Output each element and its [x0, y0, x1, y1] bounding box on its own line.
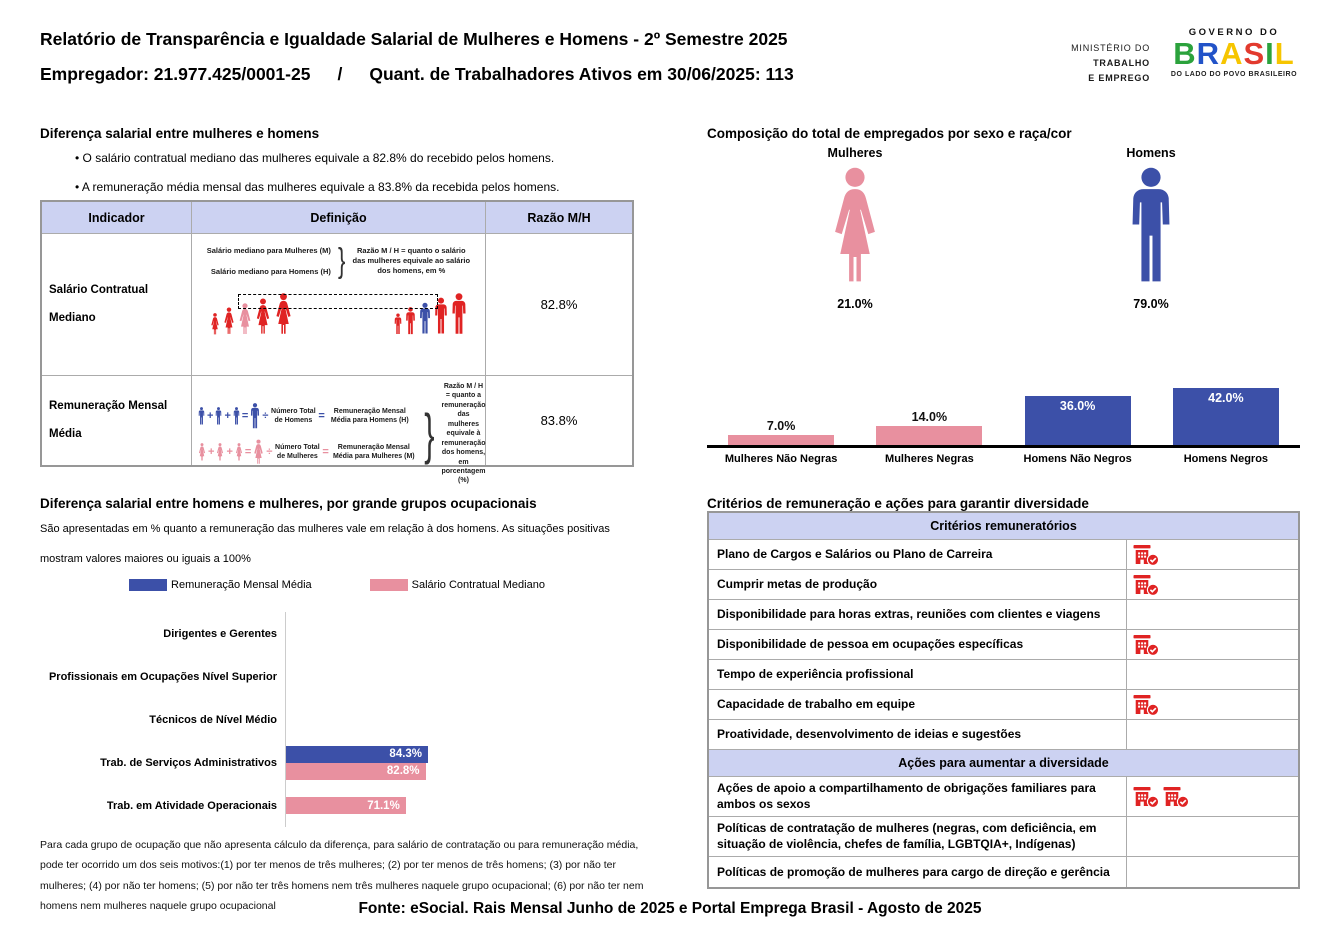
source-footer: Fonte: eSocial. Rais Mensal Junho de 2025 e Portal Emprega Brasil - Agosto de 2025	[358, 900, 982, 917]
man-icon	[250, 403, 260, 429]
occupational-category-label: Trab. de Serviços Administrativos	[100, 756, 277, 769]
comp-bar-group	[1152, 352, 1300, 465]
composition-chart	[707, 352, 1300, 465]
comp-bar-group	[707, 352, 855, 465]
man-icon	[198, 407, 205, 425]
criteria-section-header: Critérios remuneratórios	[709, 513, 1298, 540]
woman-icon	[198, 443, 206, 461]
brasil-letter: A	[1220, 36, 1244, 71]
plus-sign: +	[226, 445, 233, 458]
male-percentage: 79.0%	[1133, 297, 1169, 311]
criteria-label: Disponibilidade para horas extras, reuniões com clientes e viagens	[709, 600, 1127, 629]
comp-bar-label: Homens Negros	[1183, 453, 1269, 465]
comp-bar	[728, 435, 834, 445]
definition-median-salary	[192, 234, 486, 376]
comp-bar-group	[855, 352, 1003, 465]
equals-sign: =	[241, 409, 249, 422]
occupational-row	[40, 741, 634, 784]
criteria-label: Capacidade de trabalho em equipe	[709, 690, 1127, 719]
ratio-median: 82.8%	[486, 234, 632, 376]
divide-sign: ÷	[262, 409, 269, 422]
comp-bar-value: 14.0%	[911, 409, 948, 424]
brace-glyph: }	[337, 242, 346, 280]
legend-swatch-blue	[129, 579, 167, 591]
gov-logo-top-text: GOVERNO DO	[1188, 27, 1280, 38]
building-check-icon	[1133, 786, 1160, 808]
equals-sign: =	[244, 445, 252, 458]
criteria-row	[709, 540, 1298, 570]
occupational-bar	[286, 797, 406, 814]
occupational-row	[40, 655, 634, 698]
criteria-label: Disponibilidade de pessoa em ocupações específicas	[709, 630, 1127, 659]
occupational-bar-value: 71.1%	[367, 799, 400, 812]
report-title: Relatório de Transparência e Igualdade Salarial de Mulheres e Homens - 2º Semestre 2025	[40, 29, 788, 49]
criteria-label: Ações de apoio a compartilhamento de obrigações familiares para ambos os sexos	[709, 777, 1127, 816]
building-check-icon	[1133, 634, 1160, 656]
occupational-bar	[286, 746, 428, 763]
man-icon	[394, 313, 402, 335]
building-check-icon	[1133, 574, 1160, 596]
women-average-formula	[198, 439, 417, 465]
comp-bar-label: Mulheres Negras	[885, 453, 974, 465]
divide-sign: ÷	[266, 445, 273, 458]
comp-bar-label: Mulheres Não Negras	[724, 453, 838, 465]
col-header-ratio: Razão M/H	[486, 202, 632, 234]
equals-sign: =	[318, 409, 325, 422]
criteria-row	[709, 857, 1298, 887]
male-label: Homens	[1126, 146, 1176, 160]
gov-brasil-logo	[1160, 27, 1308, 78]
occupational-footnote: Para cada grupo de ocupação que não apresenta cálculo da diferença, para salário de contratação ou para remuneração média, pode ter ocorrido um dos seis motivos:(1) por ter menos de três mulheres; (2) por ter menos de três homens; (3) por não ter mulheres; (4) por não ter homens; (5) por não ter três homens nem três mulheres naquele grupo ocupacional; (6) por não ter nem homens nem mulheres naquele grupo ocupacional	[40, 839, 644, 913]
occupational-category-label: Trab. em Atividade Operacionais	[106, 799, 277, 812]
ministry-line2: TRABALHO	[1093, 57, 1150, 68]
woman-icon	[235, 443, 243, 461]
female-percentage: 21.0%	[837, 297, 873, 311]
occupational-chart	[40, 612, 634, 827]
brasil-letter: I	[1265, 36, 1275, 71]
occupational-category-label: Profissionais em Ocupações Nível Superior	[48, 670, 277, 683]
report-subtitle	[40, 64, 794, 85]
brasil-wordmark	[1160, 38, 1308, 70]
criteria-row	[709, 570, 1298, 600]
salary-gap-bullet-average: • A remuneração média mensal das mulheres equivale a 83.8% da recebida pelos homens.	[75, 180, 560, 194]
criteria-checks	[1127, 857, 1298, 887]
criteria-checks	[1127, 570, 1298, 599]
men-result-label: Remuneração Mensal Média para Homens (H)	[330, 407, 409, 424]
woman-icon	[210, 313, 220, 335]
men-average-formula	[198, 403, 417, 429]
ratio-average: 83.8%	[540, 413, 578, 428]
man-icon	[405, 307, 416, 335]
criteria-label: Políticas de contratação de mulheres (negras, com deficiência, em situação de violência, chefes de família, LGBTQIA+, Indígenas)	[709, 817, 1127, 856]
plus-sign: +	[224, 409, 231, 422]
woman-icon	[216, 443, 224, 461]
occupational-row	[40, 784, 634, 827]
comp-bar-value: 36.0%	[1059, 399, 1096, 414]
plus-sign: +	[207, 409, 214, 422]
criteria-checks	[1127, 540, 1298, 569]
indicator-average-pay: Remuneração Mensal Média	[42, 376, 192, 465]
criteria-checks	[1127, 720, 1298, 749]
occupational-row	[40, 698, 634, 741]
legend-swatch-pink	[370, 579, 408, 591]
average-ratio-note: Razão M / H = quanto a remuneração das mulheres equivale à remuneração dos homens, em porcentagem (%)	[441, 383, 486, 485]
employer-id: Empregador: 21.977.425/0001-25	[40, 64, 311, 84]
building-check-icon	[1133, 694, 1160, 716]
occupational-title: Diferença salarial entre homens e mulheres, por grande grupos ocupacionais	[40, 496, 537, 511]
occupational-bars	[285, 612, 634, 655]
building-check-icon	[1133, 544, 1160, 566]
man-icon	[451, 293, 467, 335]
occupational-legend	[40, 579, 634, 591]
occupational-category-label: Técnicos de Nível Médio	[149, 713, 277, 726]
plus-sign: +	[208, 445, 215, 458]
criteria-label: Plano de Cargos e Salários ou Plano de Carreira	[709, 540, 1127, 569]
occupational-bar-value: 82.8%	[386, 765, 420, 777]
comp-bar	[1173, 388, 1279, 445]
separator: /	[337, 64, 343, 84]
occupational-bar-value: 84.3%	[389, 748, 423, 760]
man-icon	[1128, 167, 1174, 285]
occupational-bars	[285, 784, 634, 827]
comp-bar-group	[1004, 352, 1152, 465]
salary-gap-title: Diferença salarial entre mulheres e homens	[40, 126, 320, 141]
indicator-median-salary: Salário Contratual Mediano	[42, 234, 192, 376]
criteria-row	[709, 777, 1298, 817]
occupational-subtitle: São apresentadas em % quanto a remuneração das mulheres vale em relação à dos homens. As situações positivas mostram valores maiores ou iguais a 100%	[40, 523, 610, 566]
woman-icon	[223, 307, 235, 335]
criteria-table	[707, 511, 1300, 889]
median-ratio-note: Razão M / H = quanto o salário das mulheres equivale ao salário dos homens, em %	[352, 246, 471, 276]
median-dashed-box	[238, 294, 438, 309]
comp-bar	[1025, 396, 1131, 445]
legend-label: Remuneração Mensal Média	[171, 579, 312, 591]
brasil-letter: R	[1196, 36, 1221, 71]
criteria-label: Proatividade, desenvolvimento de ideias e sugestões	[709, 720, 1127, 749]
legend-item-average	[129, 579, 312, 591]
occupational-bars	[285, 698, 634, 741]
criteria-title: Critérios de remuneração e ações para garantir diversidade	[707, 496, 1089, 511]
composition-bar-chart	[707, 352, 1300, 465]
man-icon	[215, 407, 222, 425]
ministry-line3: E EMPREGO	[1088, 72, 1150, 83]
median-women-label: Salário mediano para Mulheres (M)	[206, 246, 331, 256]
brasil-letter: B	[1173, 36, 1197, 71]
woman-icon	[824, 167, 886, 285]
criteria-label: Tempo de experiência profissional	[709, 660, 1127, 689]
equals-sign: =	[322, 445, 329, 458]
comp-bar-label: Homens Não Negros	[1023, 453, 1132, 465]
woman-icon	[253, 439, 264, 465]
women-result-label: Remuneração Mensal Média para Mulheres (M)	[332, 443, 415, 460]
criteria-section-header: Ações para aumentar a diversidade	[709, 750, 1298, 777]
criteria-checks	[1127, 660, 1298, 689]
occupational-bar	[286, 763, 426, 780]
definition-average-pay	[192, 376, 486, 485]
criteria-label: Cumprir metas de produção	[709, 570, 1127, 599]
ministry-line1: MINISTÉRIO DO	[1071, 43, 1150, 53]
men-total-label: Número Total de Homens	[271, 407, 316, 424]
criteria-checks	[1127, 777, 1298, 816]
col-header-indicator: Indicador	[42, 202, 192, 234]
criteria-checks	[1127, 600, 1298, 629]
brasil-letter: S	[1243, 36, 1266, 71]
brace-glyph: }	[424, 401, 435, 465]
criteria-checks	[1127, 690, 1298, 719]
col-header-definition: Definição	[192, 202, 486, 234]
median-men-label: Salário mediano para Homens (H)	[210, 267, 331, 277]
occupational-bars	[285, 655, 634, 698]
criteria-label: Políticas de promoção de mulheres para cargo de direção e gerência	[709, 857, 1127, 887]
brasil-letter: L	[1274, 36, 1295, 71]
criteria-row	[709, 660, 1298, 690]
occupational-bars	[285, 741, 634, 784]
occupational-row	[40, 612, 634, 655]
comp-bar	[876, 426, 982, 445]
building-check-icon	[1163, 786, 1190, 808]
criteria-row	[709, 690, 1298, 720]
female-figure-block	[790, 146, 920, 311]
criteria-row	[709, 817, 1298, 857]
indicator-table	[40, 200, 634, 485]
women-total-label: Número Total de Mulheres	[275, 443, 320, 460]
legend-label: Salário Contratual Mediano	[411, 579, 545, 591]
active-workers-count: Quant. de Trabalhadores Ativos em 30/06/2025: 113	[369, 64, 794, 84]
criteria-row	[709, 630, 1298, 660]
criteria-row	[709, 600, 1298, 630]
comp-bar-value: 7.0%	[766, 419, 796, 434]
legend-item-median	[370, 579, 545, 591]
criteria-row	[709, 720, 1298, 750]
composition-title: Composição do total de empregados por sexo e raça/cor	[707, 126, 1072, 141]
x-axis-line	[707, 445, 1300, 448]
comp-bar-value: 42.0%	[1208, 390, 1244, 405]
criteria-checks	[1127, 817, 1298, 856]
gov-logo-tagline: DO LADO DO POVO BRASILEIRO	[1170, 70, 1298, 78]
female-label: Mulheres	[827, 146, 883, 160]
criteria-checks	[1127, 630, 1298, 659]
male-figure-block	[1086, 146, 1216, 311]
man-icon	[233, 407, 240, 425]
ministry-logo	[1028, 41, 1150, 86]
salary-gap-bullet-median: • O salário contratual mediano das mulheres equivale a 82.8% do recebido pelos homens.	[75, 151, 555, 165]
median-comparison-figure	[200, 289, 477, 335]
occupational-category-label: Dirigentes e Gerentes	[163, 627, 277, 640]
